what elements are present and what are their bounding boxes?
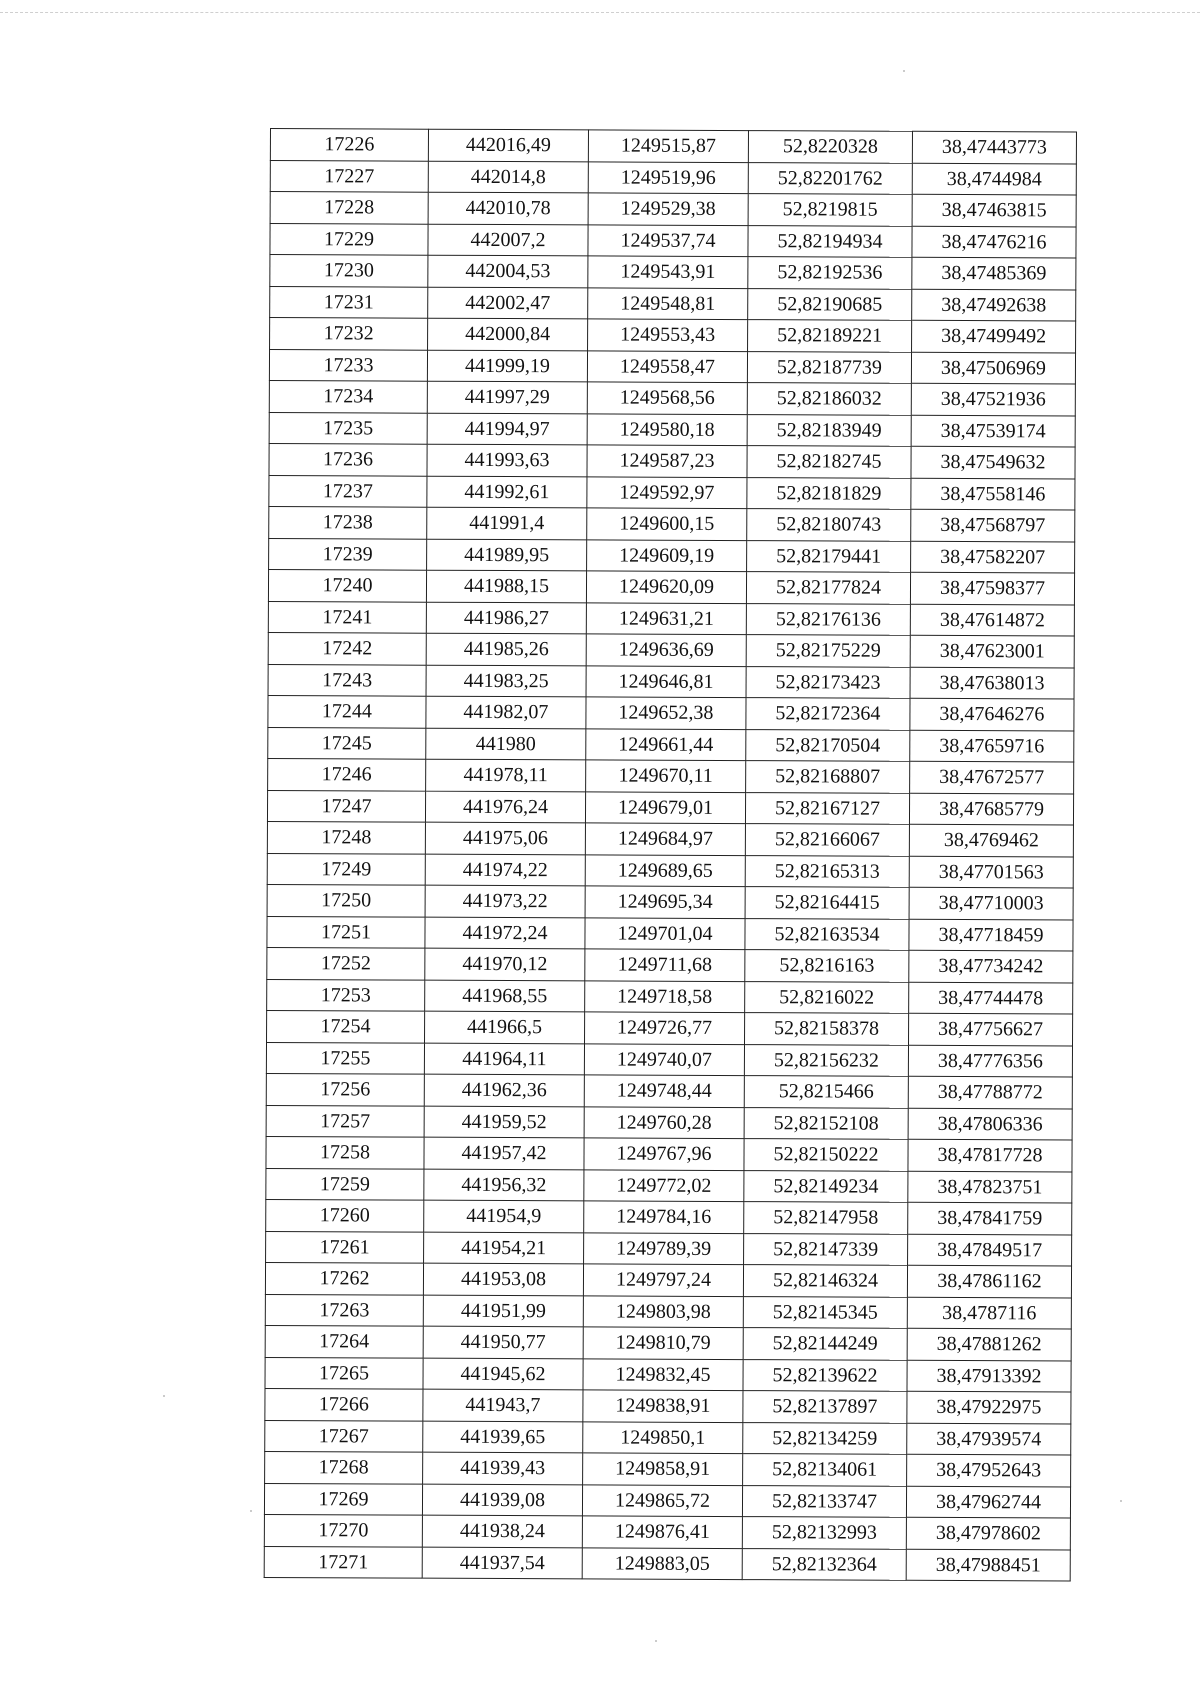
table-row — [267, 821, 1073, 856]
x-coordinate-cell: 441982,07 — [426, 696, 586, 728]
y-coordinate-cell: 1249592,97 — [587, 476, 747, 508]
latitude-cell: 52,82133747 — [742, 1485, 906, 1517]
table-row — [267, 884, 1073, 919]
latitude-cell: 52,82183949 — [747, 414, 911, 446]
point-number-cell: 17267 — [265, 1420, 423, 1452]
latitude-cell: 52,82189221 — [748, 320, 912, 352]
x-coordinate-cell: 441970,12 — [425, 948, 585, 980]
latitude-cell: 52,8219815 — [748, 194, 912, 226]
latitude-cell: 52,82167127 — [745, 792, 909, 824]
latitude-cell: 52,82144249 — [743, 1328, 907, 1360]
table-row — [269, 443, 1075, 478]
latitude-cell: 52,82201762 — [748, 162, 912, 194]
x-coordinate-cell: 442002,47 — [428, 287, 588, 319]
table-row — [266, 1231, 1072, 1266]
point-number-cell: 17235 — [269, 412, 427, 444]
y-coordinate-cell: 1249711,68 — [585, 949, 745, 981]
y-coordinate-cell: 1249789,39 — [584, 1232, 744, 1264]
y-coordinate-cell: 1249600,15 — [587, 508, 747, 540]
x-coordinate-cell: 441953,08 — [423, 1263, 583, 1295]
longitude-cell: 38,4769462 — [909, 824, 1073, 856]
y-coordinate-cell: 1249543,91 — [588, 256, 748, 288]
longitude-cell: 38,47672577 — [910, 761, 1074, 793]
point-number-cell: 17241 — [268, 601, 426, 633]
y-coordinate-cell: 1249679,01 — [585, 791, 745, 823]
latitude-cell: 52,8215466 — [744, 1076, 908, 1108]
latitude-cell: 52,82132364 — [742, 1548, 906, 1580]
y-coordinate-cell: 1249515,87 — [588, 130, 748, 162]
latitude-cell: 52,82158378 — [745, 1013, 909, 1045]
y-coordinate-cell: 1249537,74 — [588, 224, 748, 256]
y-coordinate-cell: 1249784,16 — [584, 1201, 744, 1233]
longitude-cell: 38,47659716 — [910, 730, 1074, 762]
x-coordinate-cell: 441956,32 — [424, 1169, 584, 1201]
table-row — [266, 1042, 1072, 1077]
table-row — [266, 1199, 1072, 1234]
longitude-cell: 38,47788772 — [908, 1076, 1072, 1108]
table-row — [265, 1325, 1071, 1360]
point-number-cell: 17227 — [270, 160, 428, 192]
y-coordinate-cell: 1249689,65 — [585, 854, 745, 886]
table-row — [267, 947, 1073, 982]
latitude-cell: 52,82179441 — [747, 540, 911, 572]
x-coordinate-cell: 441939,65 — [423, 1421, 583, 1453]
y-coordinate-cell: 1249620,09 — [586, 571, 746, 603]
longitude-cell: 38,47614872 — [910, 604, 1074, 636]
longitude-cell: 38,47638013 — [910, 667, 1074, 699]
point-number-cell: 17268 — [265, 1451, 423, 1483]
x-coordinate-cell: 441988,15 — [426, 570, 586, 602]
x-coordinate-cell: 441973,22 — [425, 885, 585, 917]
table-row — [270, 286, 1076, 321]
latitude-cell: 52,82173423 — [746, 666, 910, 698]
longitude-cell: 38,47506969 — [911, 352, 1075, 384]
x-coordinate-cell: 441937,54 — [422, 1547, 582, 1579]
y-coordinate-cell: 1249760,28 — [584, 1106, 744, 1138]
y-coordinate-cell: 1249740,07 — [584, 1043, 744, 1075]
latitude-cell: 52,82166067 — [745, 824, 909, 856]
point-number-cell: 17265 — [265, 1357, 423, 1389]
point-number-cell: 17229 — [270, 223, 428, 255]
x-coordinate-cell: 442016,49 — [428, 129, 588, 161]
x-coordinate-cell: 441950,77 — [423, 1326, 583, 1358]
latitude-cell: 52,82152108 — [744, 1107, 908, 1139]
scan-speck — [655, 1640, 657, 1642]
coordinates-table — [264, 128, 1077, 1582]
point-number-cell: 17233 — [269, 349, 427, 381]
longitude-cell: 38,47685779 — [909, 793, 1073, 825]
longitude-cell: 38,47861162 — [907, 1265, 1071, 1297]
longitude-cell: 38,47623001 — [910, 635, 1074, 667]
latitude-cell: 52,82147339 — [744, 1233, 908, 1265]
scan-speck — [163, 1395, 165, 1397]
x-coordinate-cell: 441986,27 — [426, 602, 586, 634]
longitude-cell: 38,47521936 — [911, 383, 1075, 415]
point-number-cell: 17228 — [270, 192, 428, 224]
point-number-cell: 17269 — [264, 1483, 422, 1515]
y-coordinate-cell: 1249726,77 — [585, 1012, 745, 1044]
x-coordinate-cell: 442000,84 — [428, 318, 588, 350]
latitude-cell: 52,82180743 — [747, 509, 911, 541]
longitude-cell: 38,47598377 — [910, 572, 1074, 604]
y-coordinate-cell: 1249652,38 — [586, 697, 746, 729]
longitude-cell: 38,47849517 — [908, 1234, 1072, 1266]
y-coordinate-cell: 1249558,47 — [587, 350, 747, 382]
y-coordinate-cell: 1249661,44 — [586, 728, 746, 760]
x-coordinate-cell: 441966,5 — [425, 1011, 585, 1043]
latitude-cell: 52,82176136 — [746, 603, 910, 635]
x-coordinate-cell: 441972,24 — [425, 917, 585, 949]
longitude-cell: 38,47776356 — [908, 1045, 1072, 1077]
latitude-cell: 52,82194934 — [748, 225, 912, 257]
point-number-cell: 17258 — [266, 1136, 424, 1168]
table-row — [268, 695, 1074, 730]
longitude-cell: 38,47841759 — [908, 1202, 1072, 1234]
point-number-cell: 17230 — [270, 255, 428, 287]
y-coordinate-cell: 1249803,98 — [583, 1295, 743, 1327]
table-row — [265, 1262, 1071, 1297]
longitude-cell: 38,47962744 — [906, 1486, 1070, 1518]
longitude-cell: 38,47978602 — [906, 1517, 1070, 1549]
latitude-cell: 52,82149234 — [744, 1170, 908, 1202]
longitude-cell: 38,47476216 — [912, 226, 1076, 258]
table-row — [264, 1483, 1070, 1518]
x-coordinate-cell: 441938,24 — [422, 1515, 582, 1547]
longitude-cell: 38,47756627 — [909, 1013, 1073, 1045]
point-number-cell: 17252 — [267, 947, 425, 979]
longitude-cell: 38,47817728 — [908, 1139, 1072, 1171]
longitude-cell: 38,47646276 — [910, 698, 1074, 730]
latitude-cell: 52,82147958 — [744, 1202, 908, 1234]
table-row — [270, 129, 1076, 164]
point-number-cell: 17260 — [266, 1199, 424, 1231]
point-number-cell: 17247 — [267, 790, 425, 822]
longitude-cell: 38,47463815 — [912, 194, 1076, 226]
point-number-cell: 17255 — [266, 1042, 424, 1074]
longitude-cell: 38,47710003 — [909, 887, 1073, 919]
latitude-cell: 52,82177824 — [746, 572, 910, 604]
table-row — [267, 790, 1073, 825]
table-row — [269, 349, 1075, 384]
point-number-cell: 17239 — [269, 538, 427, 570]
x-coordinate-cell: 442010,78 — [428, 192, 588, 224]
x-coordinate-cell: 441964,11 — [424, 1043, 584, 1075]
table-row — [269, 506, 1075, 541]
latitude-cell: 52,82172364 — [746, 698, 910, 730]
x-coordinate-cell: 441997,29 — [427, 381, 587, 413]
table-row — [269, 538, 1075, 573]
point-number-cell: 17271 — [264, 1546, 422, 1578]
latitude-cell: 52,8220328 — [748, 131, 912, 163]
y-coordinate-cell: 1249797,24 — [583, 1264, 743, 1296]
point-number-cell: 17234 — [269, 380, 427, 412]
y-coordinate-cell: 1249858,91 — [583, 1453, 743, 1485]
y-coordinate-cell: 1249684,97 — [585, 823, 745, 855]
longitude-cell: 38,47568797 — [911, 509, 1075, 541]
x-coordinate-cell: 441939,43 — [423, 1452, 583, 1484]
x-coordinate-cell: 441943,7 — [423, 1389, 583, 1421]
x-coordinate-cell: 441945,62 — [423, 1358, 583, 1390]
latitude-cell: 52,82163534 — [745, 918, 909, 950]
latitude-cell: 52,82150222 — [744, 1139, 908, 1171]
longitude-cell: 38,47539174 — [911, 415, 1075, 447]
longitude-cell: 38,47952643 — [907, 1454, 1071, 1486]
x-coordinate-cell: 441991,4 — [427, 507, 587, 539]
latitude-cell: 52,82165313 — [745, 855, 909, 887]
point-number-cell: 17262 — [265, 1262, 423, 1294]
point-number-cell: 17249 — [267, 853, 425, 885]
table-row — [268, 601, 1074, 636]
longitude-cell: 38,4744984 — [912, 163, 1076, 195]
longitude-cell: 38,47582207 — [911, 541, 1075, 573]
coordinates-table-body — [264, 129, 1076, 1582]
x-coordinate-cell: 441951,99 — [423, 1295, 583, 1327]
point-number-cell: 17266 — [265, 1388, 423, 1420]
longitude-cell: 38,47734242 — [909, 950, 1073, 982]
y-coordinate-cell: 1249865,72 — [582, 1484, 742, 1516]
longitude-cell: 38,47549632 — [911, 446, 1075, 478]
latitude-cell: 52,82134259 — [743, 1422, 907, 1454]
table-row — [265, 1388, 1071, 1423]
y-coordinate-cell: 1249631,21 — [586, 602, 746, 634]
scan-speck — [250, 1510, 252, 1512]
y-coordinate-cell: 1249883,05 — [582, 1547, 742, 1579]
point-number-cell: 17243 — [268, 664, 426, 696]
y-coordinate-cell: 1249701,04 — [585, 917, 745, 949]
point-number-cell: 17248 — [267, 821, 425, 853]
y-coordinate-cell: 1249580,18 — [587, 413, 747, 445]
y-coordinate-cell: 1249519,96 — [588, 161, 748, 193]
table-row — [265, 1420, 1071, 1455]
latitude-cell: 52,82170504 — [746, 729, 910, 761]
point-number-cell: 17270 — [264, 1514, 422, 1546]
point-number-cell: 17251 — [267, 916, 425, 948]
x-coordinate-cell: 442007,2 — [428, 224, 588, 256]
y-coordinate-cell: 1249636,69 — [586, 634, 746, 666]
x-coordinate-cell: 441992,61 — [427, 476, 587, 508]
point-number-cell: 17263 — [265, 1294, 423, 1326]
y-coordinate-cell: 1249876,41 — [582, 1516, 742, 1548]
latitude-cell: 52,82181829 — [747, 477, 911, 509]
scan-speck — [1120, 1500, 1122, 1502]
point-number-cell: 17246 — [268, 758, 426, 790]
latitude-cell: 52,82182745 — [747, 446, 911, 478]
latitude-cell: 52,8216163 — [745, 950, 909, 982]
latitude-cell: 52,82192536 — [748, 257, 912, 289]
table-row — [266, 1073, 1072, 1108]
x-coordinate-cell: 441954,9 — [424, 1200, 584, 1232]
point-number-cell: 17238 — [269, 506, 427, 538]
point-number-cell: 17244 — [268, 695, 426, 727]
longitude-cell: 38,47922975 — [907, 1391, 1071, 1423]
longitude-cell: 38,47806336 — [908, 1108, 1072, 1140]
latitude-cell: 52,82139622 — [743, 1359, 907, 1391]
y-coordinate-cell: 1249646,81 — [586, 665, 746, 697]
table-row — [266, 1105, 1072, 1140]
latitude-cell: 52,82137897 — [743, 1391, 907, 1423]
table-row — [269, 412, 1075, 447]
latitude-cell: 52,82187739 — [747, 351, 911, 383]
x-coordinate-cell: 441939,08 — [422, 1484, 582, 1516]
longitude-cell: 38,47988451 — [906, 1549, 1070, 1581]
y-coordinate-cell: 1249832,45 — [583, 1358, 743, 1390]
table-row — [267, 979, 1073, 1014]
point-number-cell: 17226 — [270, 129, 428, 161]
table-row — [265, 1294, 1071, 1329]
y-coordinate-cell: 1249718,58 — [585, 980, 745, 1012]
x-coordinate-cell: 441959,52 — [424, 1106, 584, 1138]
point-number-cell: 17240 — [268, 569, 426, 601]
y-coordinate-cell: 1249568,56 — [587, 382, 747, 414]
latitude-cell: 52,82186032 — [747, 383, 911, 415]
y-coordinate-cell: 1249772,02 — [584, 1169, 744, 1201]
point-number-cell: 17254 — [267, 1010, 425, 1042]
longitude-cell: 38,47701563 — [909, 856, 1073, 888]
scan-speck — [903, 70, 905, 72]
point-number-cell: 17256 — [266, 1073, 424, 1105]
longitude-cell: 38,4787116 — [907, 1297, 1071, 1329]
table-row — [264, 1514, 1070, 1549]
y-coordinate-cell: 1249838,91 — [583, 1390, 743, 1422]
latitude-cell: 52,82145345 — [743, 1296, 907, 1328]
table-row — [268, 569, 1074, 604]
x-coordinate-cell: 441957,42 — [424, 1137, 584, 1169]
longitude-cell: 38,47744478 — [909, 982, 1073, 1014]
latitude-cell: 52,82190685 — [748, 288, 912, 320]
x-coordinate-cell: 441980 — [426, 728, 586, 760]
point-number-cell: 17231 — [270, 286, 428, 318]
table-row — [270, 192, 1076, 227]
latitude-cell: 52,82168807 — [746, 761, 910, 793]
y-coordinate-cell: 1249670,11 — [586, 760, 746, 792]
longitude-cell: 38,47939574 — [907, 1423, 1071, 1455]
table-row — [264, 1546, 1070, 1581]
point-number-cell: 17242 — [268, 632, 426, 664]
table-row — [269, 380, 1075, 415]
longitude-cell: 38,47718459 — [909, 919, 1073, 951]
y-coordinate-cell: 1249748,44 — [584, 1075, 744, 1107]
y-coordinate-cell: 1249695,34 — [585, 886, 745, 918]
table-row — [268, 664, 1074, 699]
x-coordinate-cell: 441976,24 — [425, 791, 585, 823]
table-row — [267, 1010, 1073, 1045]
latitude-cell: 52,82134061 — [743, 1454, 907, 1486]
table-row — [270, 223, 1076, 258]
point-number-cell: 17261 — [266, 1231, 424, 1263]
table-row — [267, 916, 1073, 951]
table-row — [270, 255, 1076, 290]
y-coordinate-cell: 1249767,96 — [584, 1138, 744, 1170]
x-coordinate-cell: 441974,22 — [425, 854, 585, 886]
y-coordinate-cell: 1249810,79 — [583, 1327, 743, 1359]
point-number-cell: 17236 — [269, 443, 427, 475]
x-coordinate-cell: 442014,8 — [428, 161, 588, 193]
point-number-cell: 17253 — [267, 979, 425, 1011]
x-coordinate-cell: 441983,25 — [426, 665, 586, 697]
y-coordinate-cell: 1249553,43 — [588, 319, 748, 351]
longitude-cell: 38,47443773 — [912, 131, 1076, 163]
longitude-cell: 38,47492638 — [912, 289, 1076, 321]
x-coordinate-cell: 441975,06 — [425, 822, 585, 854]
x-coordinate-cell: 441989,95 — [427, 539, 587, 571]
latitude-cell: 52,8216022 — [745, 981, 909, 1013]
latitude-cell: 52,82164415 — [745, 887, 909, 919]
point-number-cell: 17237 — [269, 475, 427, 507]
longitude-cell: 38,47881262 — [907, 1328, 1071, 1360]
table-row — [265, 1451, 1071, 1486]
y-coordinate-cell: 1249850,1 — [583, 1421, 743, 1453]
point-number-cell: 17259 — [266, 1168, 424, 1200]
longitude-cell: 38,47558146 — [911, 478, 1075, 510]
point-number-cell: 17245 — [268, 727, 426, 759]
table-row — [267, 853, 1073, 888]
table-row — [268, 727, 1074, 762]
table-row — [268, 758, 1074, 793]
latitude-cell: 52,82175229 — [746, 635, 910, 667]
longitude-cell: 38,47913392 — [907, 1360, 1071, 1392]
x-coordinate-cell: 442004,53 — [428, 255, 588, 287]
latitude-cell: 52,82132993 — [742, 1517, 906, 1549]
point-number-cell: 17250 — [267, 884, 425, 916]
longitude-cell: 38,47823751 — [908, 1171, 1072, 1203]
table-row — [270, 160, 1076, 195]
x-coordinate-cell: 441954,21 — [424, 1232, 584, 1264]
y-coordinate-cell: 1249548,81 — [588, 287, 748, 319]
x-coordinate-cell: 441962,36 — [424, 1074, 584, 1106]
x-coordinate-cell: 441978,11 — [426, 759, 586, 791]
longitude-cell: 38,47499492 — [912, 320, 1076, 352]
table-row — [266, 1136, 1072, 1171]
longitude-cell: 38,47485369 — [912, 257, 1076, 289]
table-row — [268, 632, 1074, 667]
table-row — [269, 475, 1075, 510]
y-coordinate-cell: 1249529,38 — [588, 193, 748, 225]
table-row — [266, 1168, 1072, 1203]
x-coordinate-cell: 441994,97 — [427, 413, 587, 445]
x-coordinate-cell: 441985,26 — [426, 633, 586, 665]
point-number-cell: 17232 — [270, 318, 428, 350]
latitude-cell: 52,82156232 — [744, 1044, 908, 1076]
y-coordinate-cell: 1249609,19 — [587, 539, 747, 571]
x-coordinate-cell: 441968,55 — [425, 980, 585, 1012]
scan-top-edge — [0, 12, 1200, 13]
latitude-cell: 52,82146324 — [743, 1265, 907, 1297]
table-row — [265, 1357, 1071, 1392]
x-coordinate-cell: 441993,63 — [427, 444, 587, 476]
point-number-cell: 17257 — [266, 1105, 424, 1137]
table-row — [270, 318, 1076, 353]
y-coordinate-cell: 1249587,23 — [587, 445, 747, 477]
x-coordinate-cell: 441999,19 — [427, 350, 587, 382]
point-number-cell: 17264 — [265, 1325, 423, 1357]
